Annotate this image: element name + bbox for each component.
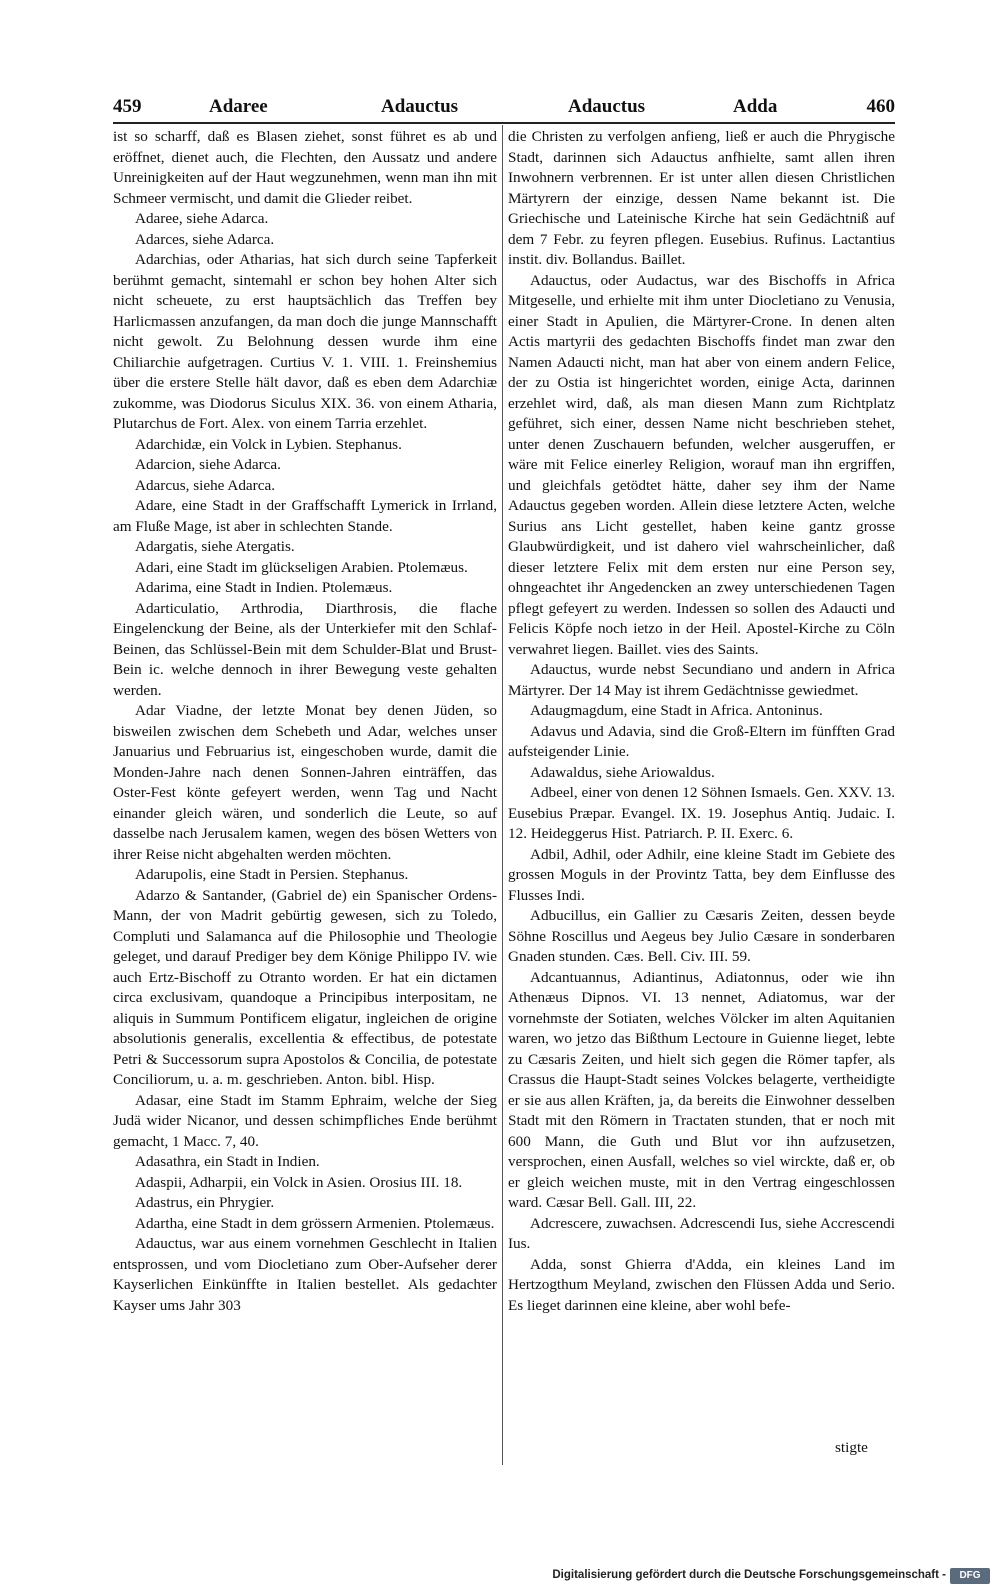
- running-header: [113, 96, 895, 122]
- entry-text: Adarchias, oder Atharias, hat sich durch seine Tapferkeit berühmt gemacht, sintemahl er schon bey hohen Alter sich nicht scheuete, zu erst hauptsächlich das Treffen bey Harlicmassen anzufangen, da man doch die junge Mannschafft nicht gewolt. Zu Belohnung dessen wurde ihm eine Chiliarchie aufgetragen. Curtius V. 1. VIII. 1. Freinshemius über die erstere Stelle hält davor, daß es eben dem Adarchiæ zukomme, was Diodorus Siculus XIX. 36. von einem Atharia, Plutarchus de Fort. Alex. von einem Tarria erzehlet.: [113, 251, 497, 432]
- entry-text: Adauctus, war aus einem vornehmen Geschlecht in Italien entsprossen, und vom Diocletiano zum Ober-Aufseher derer Kayserlichen Einkünffte in Italien bestellet. Als gedachter Kayser ums Jahr 303: [113, 1235, 497, 1314]
- entry-text: Adaugmagdum, eine Stadt in Africa. Antoninus.: [530, 702, 823, 719]
- entry-text: Adarupolis, eine Stadt in Persien. Stephanus.: [135, 866, 409, 883]
- entry-text: Adcantuannus, Adiantinus, Adiatonnus, oder wie ihn Athenæus Dipnos. VI. 13 nennet, Adiatomus, war der vornehmste der Sotiaten, welches Völcker im alten Aquitanien waren, wo jetzo das Bißthum Lectoure in Guienne lieget, lebte zu Cæsaris Zeiten, und hielt sich gegen die Römer tapfer, als Crassus die Haupt-Stadt seines Volckes belagerte, vertheidigte er sie aus allen Kräften, ja, da bereits die Einwohner desselben Stadt mit den Römern in Tractaten stunden, that er noch mit 600 Mann, die Guth und Blut vor ihn aufzusetzen, versprochen, einen Ausfall, welches so viel wirckte, daß er, ob er gleich weichen muste, mit in den Vertrag eingeschlossen ward. Cæsar Bell. Gall. III, 22.: [508, 968, 895, 1211]
- page-number-right: 460: [866, 96, 895, 117]
- page-number-left: 459: [113, 96, 142, 117]
- entry-text: ist so scharff, daß es Blasen ziehet, sonst führet es ab und eröffnet, dienet auch, die Flechten, den Aussatz und andere Unreinigkeiten auf der Haut wegzunehmen, wenn man ihn mit Schmeer vermischt, und damit die Glieder reibet.: [113, 128, 497, 207]
- entry-text: Adauctus, wurde nebst Secundiano und andern in Africa Märtyrer. Der 14 May ist ihrem Gedächtnisse gewiedmet.: [508, 661, 895, 699]
- entry-text: Adarces, siehe Adarca.: [135, 230, 275, 248]
- entry-text: Adari, eine Stadt im glückseligen Arabien. Ptolemæus.: [135, 558, 468, 576]
- entry-text: Adastrus, ein Phrygier.: [135, 1194, 275, 1211]
- entry-text: Adasathra, ein Stadt in Indien.: [135, 1153, 320, 1170]
- footer-credit: Digitalisierung gefördert durch die Deutsche Forschungsgemeinschaft -: [552, 1569, 946, 1581]
- entry-text: Adarcion, siehe Adarca.: [135, 456, 281, 473]
- header-keyword-4: Adda: [733, 96, 778, 117]
- entry-text: Adbeel, einer von denen 12 Söhnen Ismaels. Gen. XXV. 13. Eusebius Præpar. Evangel. IX. 19. Josephus Antiq. Judaic. I. 12. Heideggerus Hist. Patriarch. P. II. Exerc. 6.: [508, 784, 895, 842]
- column-divider: [502, 125, 503, 1465]
- entry-text: Adaree, siehe Adarca.: [135, 210, 269, 227]
- entry-text: Adavus und Adavia, sind die Groß-Eltern im fünfften Grad aufsteigender Linie.: [508, 722, 895, 760]
- digitization-footer: [552, 1568, 992, 1586]
- entry-text: Adartha, eine Stadt in dem grössern Armenien. Ptolemæus.: [135, 1214, 495, 1232]
- entry-text: Adcrescere, zuwachsen. Adcrescendi Ius, siehe Accrescendi Ius.: [508, 1214, 895, 1252]
- entry-text: Adauctus, oder Audactus, war des Bischoffs in Africa Mitgeselle, und erhielte mit ihm unter Diocletiano zu Venusia, einer Stadt in Apulien, die Märtyrer-Crone. In denen alten Actis martyrii des gedachten Bischoffs findet man zwar den Namen Adaucti nicht, man hat aber von einem andern Felice, der zu Ostia ist hingerichtet worden, einige Acta, darinnen erzehlet wird, daß, als man diesen Mann zum Richtplatz geführet, sich einer, dessen Name nicht beschrieben stehet, unter denen Zuschauern befunden, welcher ausgeruffen, er wäre mit Felice einerley Religion, worauf man ihn ergriffen, und gleichfals getödtet hätte, daher sey ihm der Name Adauctus gegeben worden. Allein diese letztere Acten, welche Surius ans Licht gestellet, haben keine gantz grosse Glaubwürdigkeit, und ist dahero viel wahrscheinlicher, daß dieser letztere Felix mit dem ersten nur eine Person sey, ohngeachtet ihr Angedencken an zwey unterschiedenen Tagen pflegt gefeyert zu werden. Indessen so sollen des Adaucti und Felicis Köpfe noch ietzo in der Heil. Apostel-Kirche zu Cöln verwahret liegen. Baillet. vies des Saints.: [508, 271, 895, 658]
- entry-text: Adar Viadne, der letzte Monat bey denen Jüden, so bisweilen zwischen dem Schebeth und Adar, welches unser Januarius und Februarius ist, eingeschoben wurde, damit die Monden-Jahre nach denen Sonnen-Jahren einträffen, das Oster-Fest könte gefeyert werden, wenn Tag und Nacht einander gleich wären, und sonderlich die Leute, so auf dasselbe nach Jerusalem kamen, wegen des bösen Wetters von ihrer Reise nicht abgehalten werden möchten.: [113, 702, 497, 863]
- entry-text: Adasar, eine Stadt im Stamm Ephraim, welche der Sieg Judä wider Nicanor, und dessen schimpfliches Ende berühmt gemacht, 1 Macc. 7, 40.: [113, 1091, 497, 1150]
- catchword: stigte: [835, 1439, 868, 1456]
- entry-text: Adare, eine Stadt in der Graffschafft Lymerick in Irrland, am Fluße Mage, ist aber in schlechten Stande.: [113, 497, 497, 535]
- left-column: [113, 127, 497, 1316]
- entry-text: Adarticulatio, Arthrodia, Diarthrosis, die flache Eingelenckung der Beine, als der Unterkiefer mit den Schlaf-Beinen, das Schlüssel-Bein mit dem Schulder-Blat und Brust-Bein ic. welche dennoch in ihrer Bewegung veste gehalten werden.: [113, 599, 497, 699]
- entry-text: Adarzo & Santander, (Gabriel de) ein Spanischer Ordens-Mann, der von Madrit gebürtig gewesen, sich zu Toledo, Compluti und Salamanca auf die Philosophie und Theologie geleget, und darauf Prediger bey dem Könige Philippo IV. wie auch Ertz-Bischoff zu Otranto worden. Er hat ein dictamen circa exclusivam, quandoque a Principibus interpositam, ne aliquis in Summum Pontificem eligatur, ingleichen de origine absolutionis generalis, excellentia & effectibus, de potestate Petri & Successorum supra Apostolos & Concilia, de potestate Conciliorum, u. a. m. geschrieben. Anton. bibl. Hisp.: [113, 886, 497, 1088]
- header-keyword-1: Adaree: [209, 96, 268, 117]
- header-keyword-3: Adauctus: [568, 96, 646, 117]
- header-rule: [113, 122, 895, 124]
- entry-text: Adbil, Adhil, oder Adhilr, eine kleine Stadt im Gebiete des grossen Moguls in der Provintz Tatta, bey dem Einflusse des Flusses Indi.: [508, 845, 895, 904]
- header-keyword-2: Adauctus: [381, 96, 459, 117]
- entry-text: Adarima, eine Stadt in Indien. Ptolemæus.: [135, 579, 393, 596]
- entry-text: Adawaldus, siehe Ariowaldus.: [530, 763, 715, 781]
- right-column: [508, 127, 895, 1316]
- entry-text: Adbucillus, ein Gallier zu Cæsaris Zeiten, dessen beyde Söhne Roscillus und Aegeus bey Julio Cæsare in sonderbaren Gnaden stunden. Cæs. Bell. Civ. III. 59.: [508, 907, 895, 965]
- entry-text: Adarchidæ, ein Volck in Lybien. Stephanus.: [135, 435, 402, 453]
- entry-text: Adaspii, Adharpii, ein Volck in Asien. Orosius III. 18.: [135, 1173, 463, 1191]
- entry-text: die Christen zu verfolgen anfieng, ließ er auch die Phrygische Stadt, darinnen sich Adauctus anfhielte, samt allen ihren Inwohnern verbrennen. Er ist unter allen diesen Christlichen Märtyrern der einzige, dessen Name bekannt ist. Die Griechische und Lateinische Kirche hat sein Gedächtniß auf dem 7 Febr. zu feyren pflegen. Eusebius. Rufinus. Lactantius instit. div. Bollandus. Baillet.: [508, 128, 895, 268]
- dfg-logo-icon: DFG: [950, 1568, 990, 1584]
- entry-text: Adda, sonst Ghierra d'Adda, ein kleines Land im Hertzogthum Meyland, zwischen den Flüssen Adda und Serio. Es lieget darinnen eine kleine, aber wohl befe-: [508, 1255, 895, 1314]
- entry-text: Adargatis, siehe Atergatis.: [135, 538, 295, 555]
- entry-text: Adarcus, siehe Adarca.: [135, 476, 276, 494]
